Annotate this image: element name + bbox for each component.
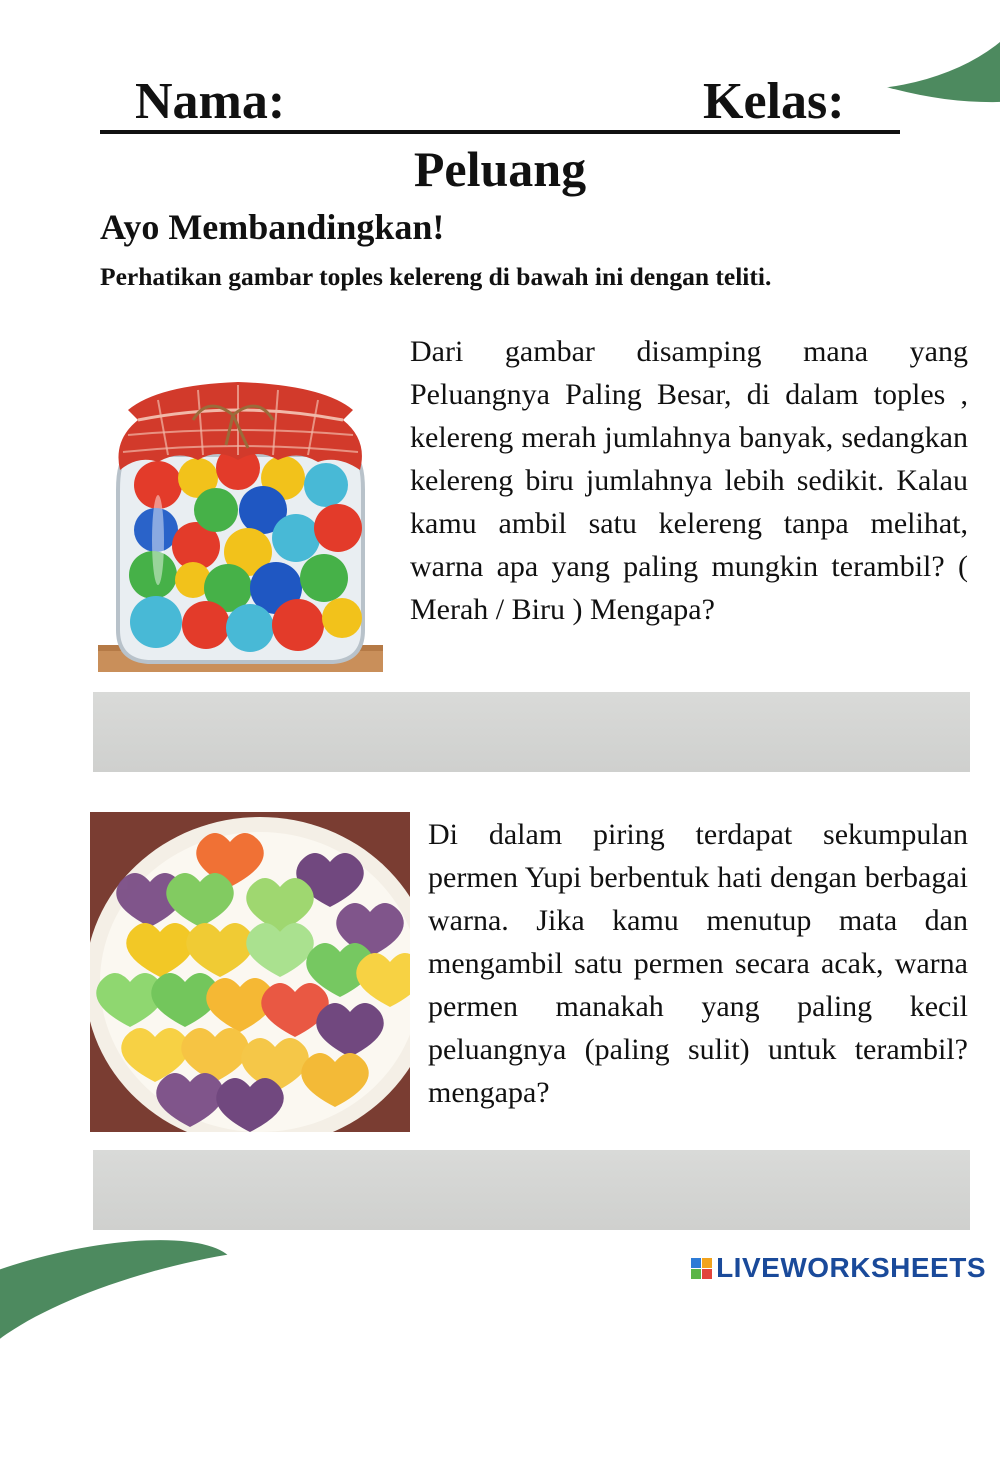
brand-name: LIVEWORKSHEETS <box>716 1252 986 1283</box>
liveworksheets-logo[interactable] <box>691 1252 986 1284</box>
name-label: Nama: <box>135 73 286 130</box>
section-subtitle: Ayo Membandingkan! <box>100 207 445 247</box>
liveworksheets-icon <box>691 1258 712 1279</box>
class-label: Kelas: <box>703 73 845 130</box>
page-title: Peluang <box>413 141 587 197</box>
question-2-text: Di dalam piring terdapat sekumpulan permen Yupi berbentuk hati dengan berbagai warna. Jika kamu menutup mata dan mengambil satu permen secara acak, warna permen manakah yang paling kecil peluangnya (paling sulit) untuk terambil? mengapa? <box>428 818 968 1109</box>
answer-1-field[interactable] <box>93 692 970 772</box>
gummy-candy-image <box>90 812 410 1132</box>
marble-jar-image <box>98 360 383 672</box>
instruction-text: Perhatikan gambar toples kelereng di bawah ini dengan teliti. <box>100 262 772 291</box>
header-underline <box>100 130 900 134</box>
question-1-text: Dari gambar disamping mana yang Peluangnya Paling Besar, di dalam toples , kelereng merah jumlahnya banyak, sedangkan kelereng biru jumlahnya lebih sedikit. Kalau kamu ambil satu kelereng tanpa melihat, warna apa yang paling mungkin terambil? ( Merah / Biru ) Mengapa? <box>410 335 968 626</box>
answer-2-field[interactable] <box>93 1150 970 1230</box>
